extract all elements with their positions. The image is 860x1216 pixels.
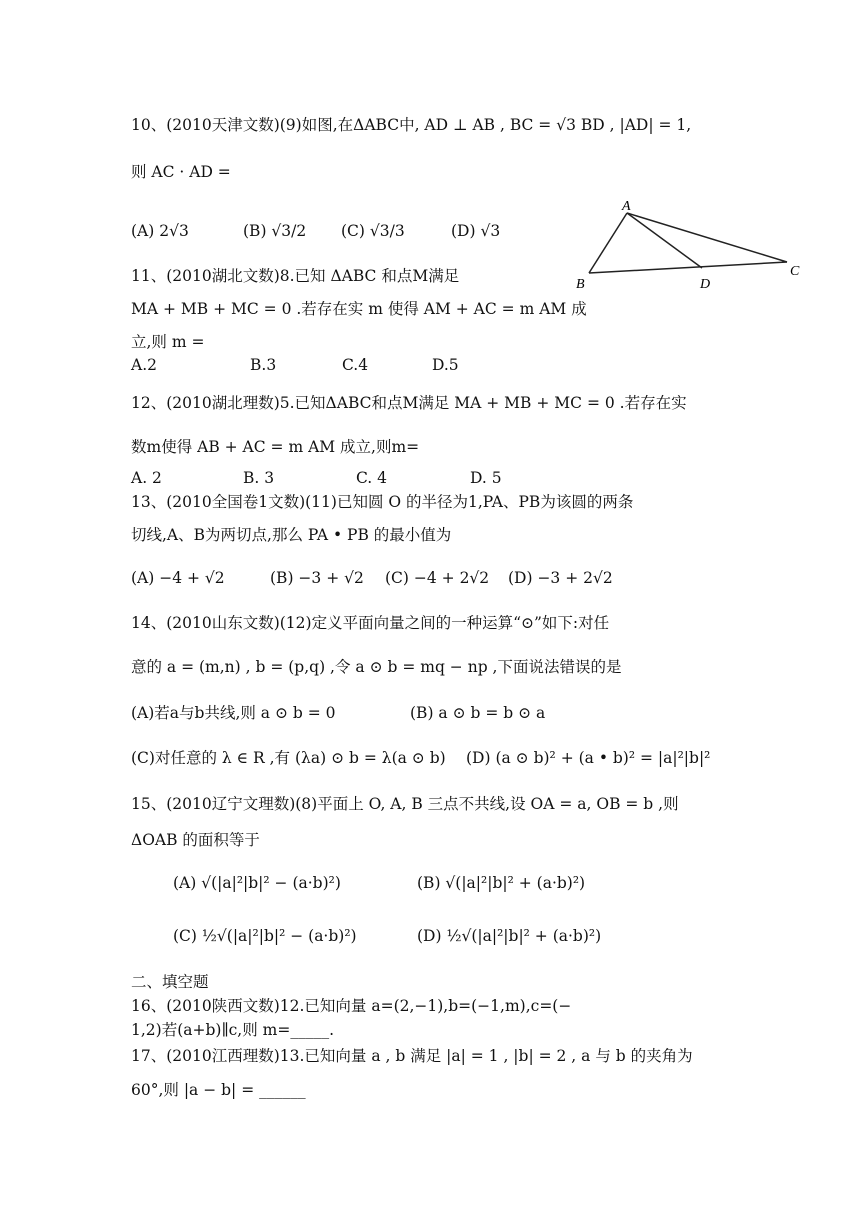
triangle-figure <box>572 196 812 296</box>
q10-option-d: (D) √3 <box>451 222 501 240</box>
q13-option-c: (C) −4 + 2√2 <box>385 569 490 587</box>
q10-line1: 10、(2010天津文数)(9)如图,在ΔABC中, AD ⊥ AB , BC = √3 BD , |AD| = 1, <box>131 116 692 134</box>
q14-option-d: (D) (a ⊙ b)² + (a • b)² = |a|²|b|² <box>466 749 711 767</box>
q13-option-d: (D) −3 + 2√2 <box>508 569 613 587</box>
q11-option-b: B.3 <box>250 356 277 374</box>
q15-line1: 15、(2010辽宁文理数)(8)平面上 O, A, B 三点不共线,设 OA = a, OB = b ,则 <box>131 795 679 813</box>
q14-line1: 14、(2010山东文数)(12)定义平面向量之间的一种运算“⊙”如下:对任 <box>131 614 610 632</box>
q13-option-b: (B) −3 + √2 <box>270 569 364 587</box>
q11-line2: MA + MB + MC = 0 .若存在实 m 使得 AM + AC = m AM 成 <box>131 300 587 318</box>
q17-line2: 60°,则 |a − b| = ______ <box>131 1081 306 1099</box>
q15-option-d: (D) ½√(|a|²|b|² + (a·b)²) <box>417 927 602 945</box>
vertex-label-d: D <box>700 277 711 292</box>
q11-option-c: C.4 <box>342 356 369 374</box>
q10-option-c: (C) √3/3 <box>341 222 405 240</box>
q12-line2: 数m使得 AB + AC = m AM 成立,则m= <box>131 438 420 456</box>
vertex-label-a: A <box>622 199 631 214</box>
q12-line1: 12、(2010湖北理数)5.已知ΔABC和点M满足 MA + MB + MC = 0 .若存在实 <box>131 394 687 412</box>
q13-line1: 13、(2010全国卷1文数)(11)已知圆 O 的半径为1,PA、PB为该圆的两条 <box>131 493 634 511</box>
q15-option-c: (C) ½√(|a|²|b|² − (a·b)²) <box>173 927 357 945</box>
q11-option-a: A.2 <box>131 356 157 374</box>
q10-option-b: (B) √3/2 <box>243 222 307 240</box>
q10-option-a: (A) 2√3 <box>131 222 189 240</box>
vertex-label-c: C <box>790 264 800 279</box>
q15-option-b: (B) √(|a|²|b|² + (a·b)²) <box>417 874 586 892</box>
q14-option-a: (A)若a与b共线,则 a ⊙ b = 0 <box>131 704 336 722</box>
q16-line1: 16、(2010陕西文数)12.已知向量 a=(2,−1),b=(−1,m),c=(− <box>131 997 572 1015</box>
q14-option-c: (C)对任意的 λ ∈ R ,有 (λa) ⊙ b = λ(a ⊙ b) <box>131 749 446 767</box>
q17-line1: 17、(2010江西理数)13.已知向量 a , b 满足 |a| = 1 , |b| = 2 , a 与 b 的夹角为 <box>131 1047 693 1065</box>
q11-line3: 立,则 m = <box>131 333 205 351</box>
q16-line2: 1,2)若(a+b)∥c,则 m=_____. <box>131 1021 334 1039</box>
q12-option-a: A. 2 <box>131 469 162 487</box>
q14-line2: 意的 a = (m,n) , b = (p,q) ,令 a ⊙ b = mq − np ,下面说法错误的是 <box>131 658 622 676</box>
q11-line1: 11、(2010湖北文数)8.已知 ΔABC 和点M满足 <box>131 267 460 285</box>
q14-option-b: (B) a ⊙ b = b ⊙ a <box>410 704 546 722</box>
q15-line2: ΔOAB 的面积等于 <box>131 831 260 849</box>
q12-option-c: C. 4 <box>356 469 388 487</box>
q13-line2: 切线,A、B为两切点,那么 PA • PB 的最小值为 <box>131 526 452 544</box>
q10-line2: 则 AC · AD = <box>131 163 231 181</box>
q12-option-b: B. 3 <box>243 469 275 487</box>
q13-option-a: (A) −4 + √2 <box>131 569 225 587</box>
q15-option-a: (A) √(|a|²|b|² − (a·b)²) <box>173 874 341 892</box>
section-heading-fill-in: 二、填空题 <box>131 973 209 991</box>
q11-option-d: D.5 <box>432 356 459 374</box>
q12-option-d: D. 5 <box>470 469 502 487</box>
vertex-label-b: B <box>576 277 585 292</box>
